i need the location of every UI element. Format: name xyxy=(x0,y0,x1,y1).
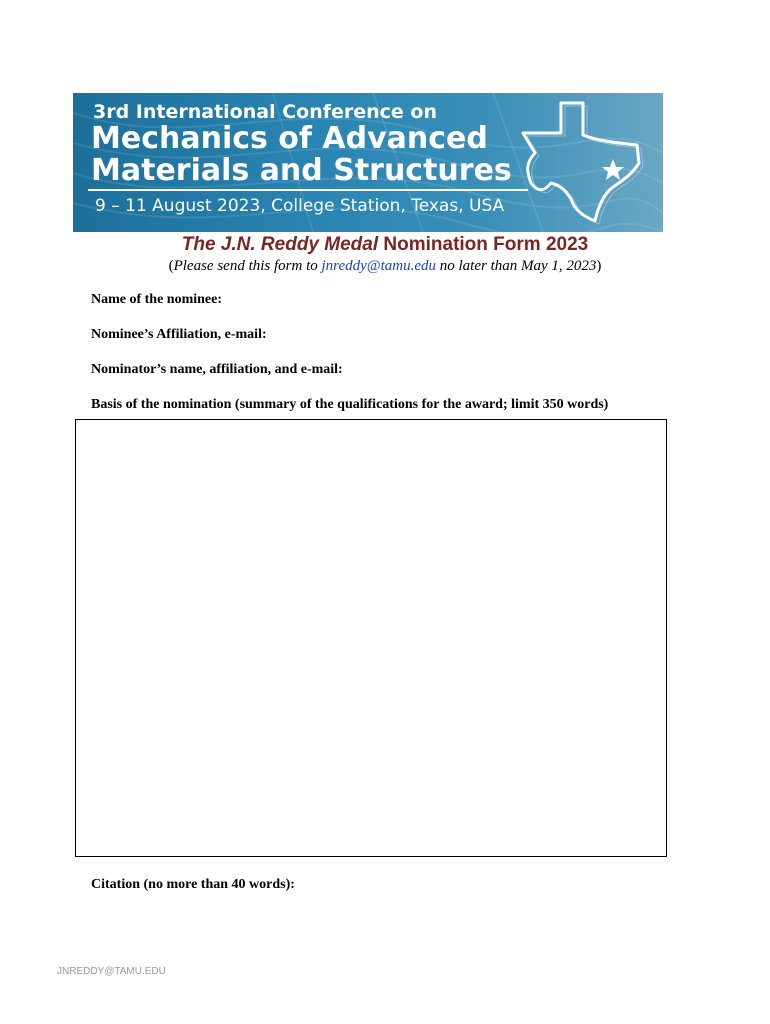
basis-label: Basis of the nomination (summary of the qualifications for the award; limit 350 words) xyxy=(91,397,609,412)
conference-edition: 3rd International Conference on xyxy=(93,101,438,123)
form-title xyxy=(0,234,770,256)
instructions-text-before: Please send this form to xyxy=(173,258,322,274)
form-title-rest: Nomination Form 2023 xyxy=(378,234,589,255)
citation-label: Citation (no more than 40 words): xyxy=(91,877,295,892)
conference-banner xyxy=(73,93,663,232)
form-instructions xyxy=(0,258,770,275)
star-icon xyxy=(602,159,624,180)
nominee-name-label: Name of the nominee: xyxy=(91,292,223,307)
basis-text-box[interactable] xyxy=(75,419,667,857)
instructions-open-paren: ( xyxy=(168,258,174,274)
conference-title-line2: Materials and Structures xyxy=(91,153,512,188)
form-title-medal: The J.N. Reddy Medal xyxy=(181,234,379,255)
conference-title-line1: Mechanics of Advanced xyxy=(91,121,488,156)
conference-date-location: 9 – 11 August 2023, College Station, Texas, USA xyxy=(95,196,505,216)
instructions-close-paren: ) xyxy=(596,258,602,274)
email-link[interactable]: jnreddy@tamu.edu xyxy=(321,258,436,274)
footer-email: JNREDDY@TAMU.EDU xyxy=(57,966,166,977)
nominator-label: Nominator’s name, affiliation, and e-mail: xyxy=(91,362,343,377)
nominee-affiliation-label: Nominee’s Affiliation, e-mail: xyxy=(91,327,267,342)
texas-map-icon xyxy=(513,93,663,232)
banner-rule xyxy=(88,189,528,191)
instructions-text-after: no later than May 1, 2023 xyxy=(435,258,597,274)
